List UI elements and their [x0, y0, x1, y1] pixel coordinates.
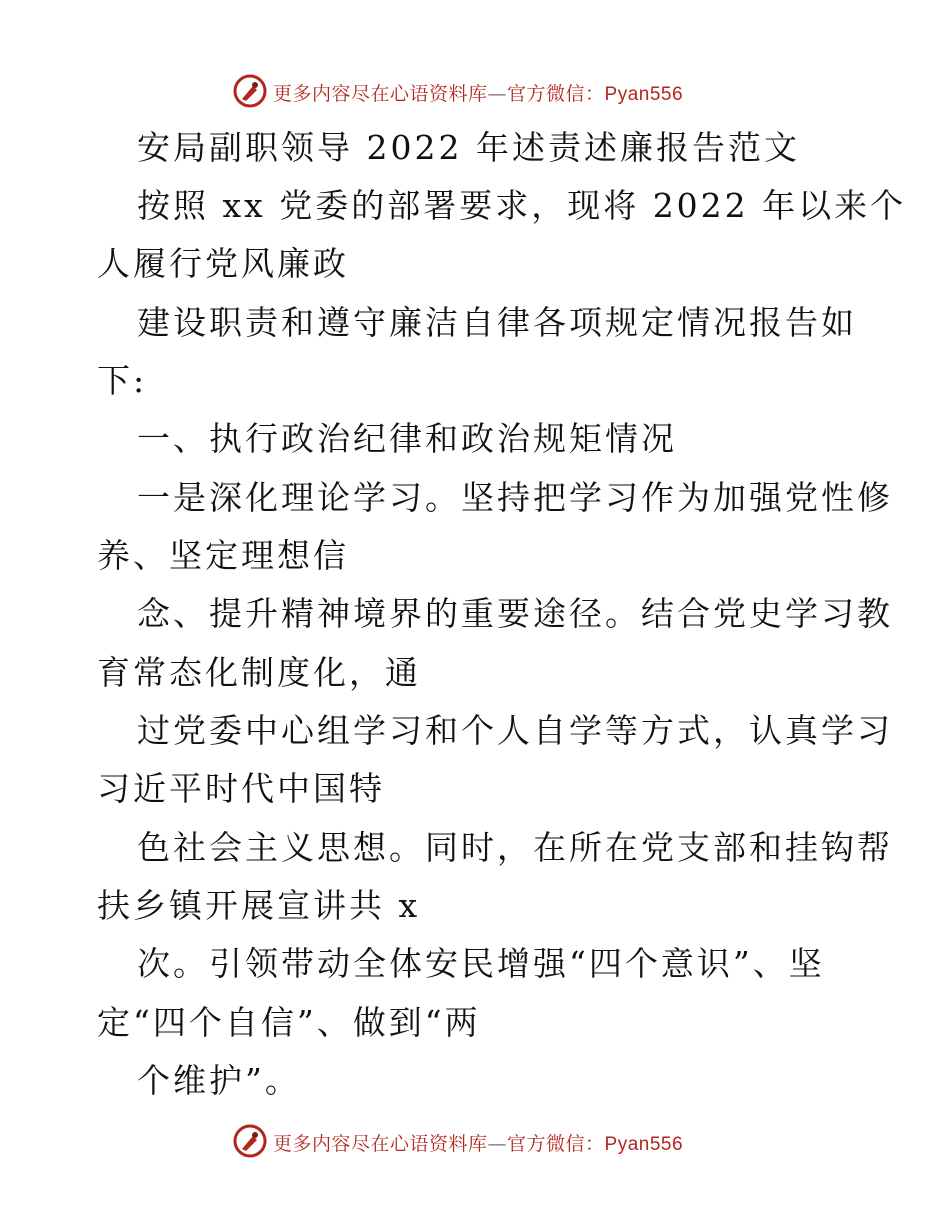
- pen-logo-icon: [233, 74, 267, 108]
- paragraph-line: 下:: [97, 361, 148, 400]
- banner-text: [273, 79, 683, 106]
- paragraph-line: 育常态化制度化，通: [97, 653, 421, 692]
- paragraph-line: 按照 xx 党委的部署要求，现将 2022 年以来个: [137, 186, 907, 225]
- banner-dash: —: [487, 1133, 508, 1155]
- banner-main-text: 更多内容尽在心语资料库: [273, 83, 488, 105]
- paragraph-line: 建设职责和遵守廉洁自律各项规定情况报告如: [137, 303, 857, 342]
- banner-dash: —: [487, 83, 508, 105]
- watermark-banner-top: [0, 71, 950, 111]
- banner-official-label: 官方微信：: [507, 83, 605, 105]
- paragraph-line: 个维护”。: [137, 1061, 301, 1100]
- paragraph-line: 习近平时代中国特: [97, 769, 385, 808]
- banner-main-text: 更多内容尽在心语资料库: [273, 1133, 488, 1155]
- paragraph-line: 过党委中心组学习和个人自学等方式，认真学习: [137, 711, 893, 750]
- paragraph-line: 扶乡镇开展宣讲共 x: [97, 886, 421, 925]
- paragraph-line: 人履行党风廉政: [97, 244, 349, 283]
- banner-wechat-id: Pyan556: [604, 84, 684, 105]
- paragraph-line: 定“四个自信”、做到“两: [97, 1003, 481, 1042]
- watermark-banner-bottom: [0, 1121, 950, 1161]
- paragraph-line: 一是深化理论学习。坚持把学习作为加强党性修: [137, 478, 893, 517]
- banner-official-label: 官方微信：: [507, 1133, 605, 1155]
- paragraph-line: 次。引领带动全体安民增强“四个意识”、坚: [137, 944, 825, 983]
- document-title: 安局副职领导 2022 年述责述廉报告范文: [137, 128, 800, 167]
- banner-text: [273, 1129, 683, 1156]
- section-heading: 一、执行政治纪律和政治规矩情况: [137, 419, 677, 458]
- paragraph-line: 念、提升精神境界的重要途径。结合党史学习教: [137, 594, 893, 633]
- paragraph-line: 色社会主义思想。同时，在所在党支部和挂钩帮: [137, 828, 893, 867]
- paragraph-line: 养、坚定理想信: [97, 536, 349, 575]
- pen-logo-icon: [233, 1124, 267, 1158]
- banner-wechat-id: Pyan556: [604, 1134, 684, 1155]
